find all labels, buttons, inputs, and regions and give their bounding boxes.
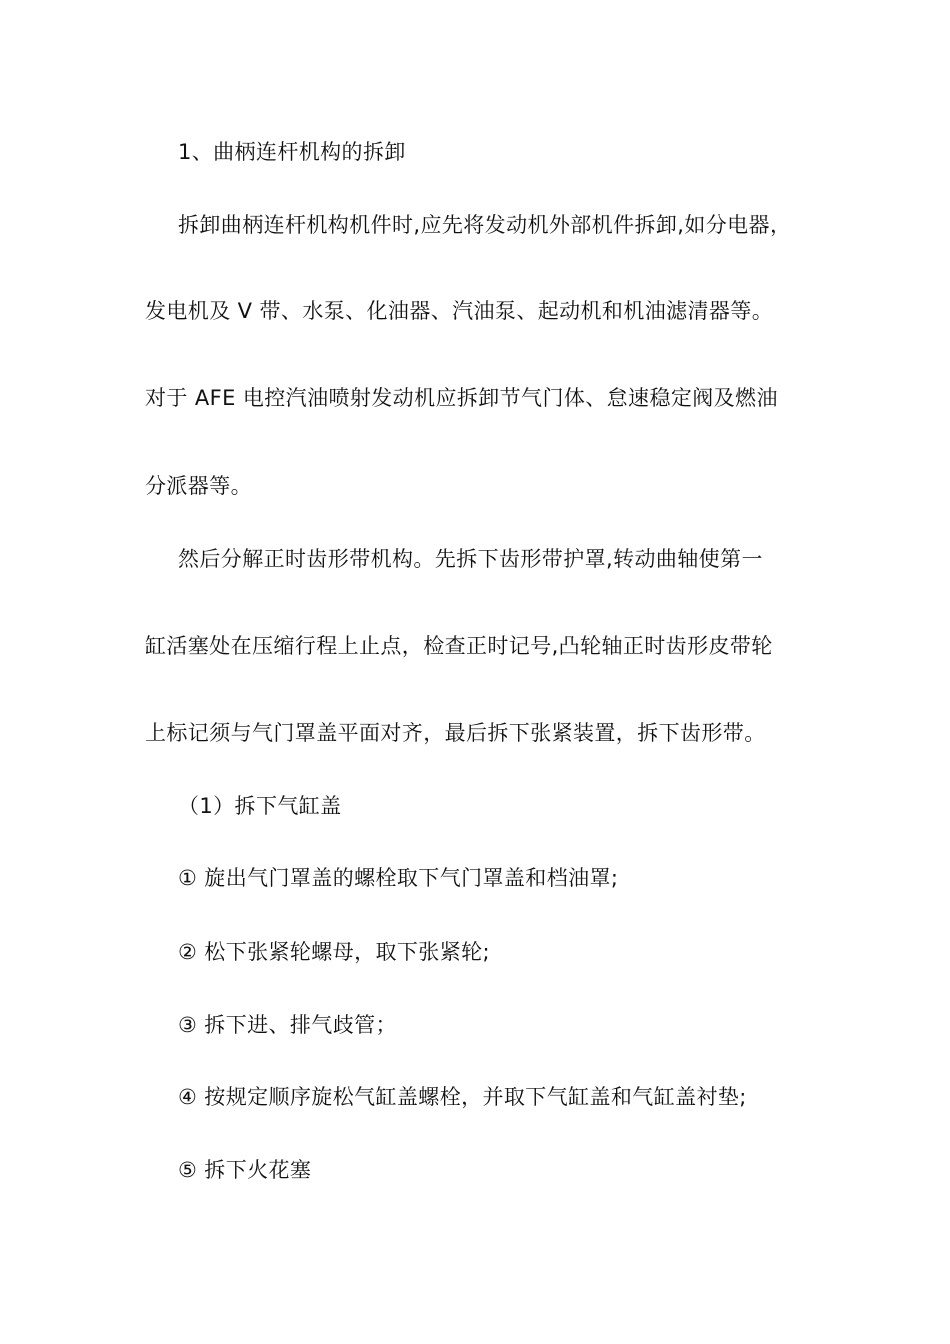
- step-item: ③ 拆下进、排气歧管；: [178, 1013, 397, 1037]
- paragraph-2-line-2: 缸活塞处在压缩行程上止点，检查正时记号,凸轮轴正时齿形皮带轮: [145, 634, 773, 658]
- paragraph-1-line-1: 拆卸曲柄连杆机构机件时,应先将发动机外部机件拆卸,如分电器，: [178, 213, 792, 237]
- step-item: ① 旋出气门罩盖的螺栓取下气门罩盖和档油罩;: [178, 866, 619, 890]
- paragraph-1-line-4: 分派器等。: [145, 474, 252, 498]
- paragraph-1-line-2: 发电机及 V 带、水泵、化油器、汽油泵、起动机和机油滤清器等。: [145, 299, 774, 323]
- step-item: ⑤ 拆下火花塞: [178, 1158, 312, 1182]
- step-item: ④ 按规定顺序旋松气缸盖螺栓，并取下气缸盖和气缸盖衬垫;: [178, 1085, 747, 1109]
- paragraph-2-line-1: 然后分解正时齿形带机构。先拆下齿形带护罩,转动曲轴使第一: [178, 547, 763, 571]
- paragraph-1-line-3: 对于 AFE 电控汽油喷射发动机应拆卸节气门体、怠速稳定阀及燃油: [145, 386, 778, 410]
- paragraph-2-line-3: 上标记须与气门罩盖平面对齐，最后拆下张紧装置，拆下齿形带。: [145, 721, 766, 745]
- step-item: ② 松下张紧轮螺母，取下张紧轮;: [178, 940, 490, 964]
- subsection-heading: （1）拆下气缸盖: [178, 794, 342, 818]
- section-heading: 1、曲柄连杆机构的拆卸: [178, 140, 406, 164]
